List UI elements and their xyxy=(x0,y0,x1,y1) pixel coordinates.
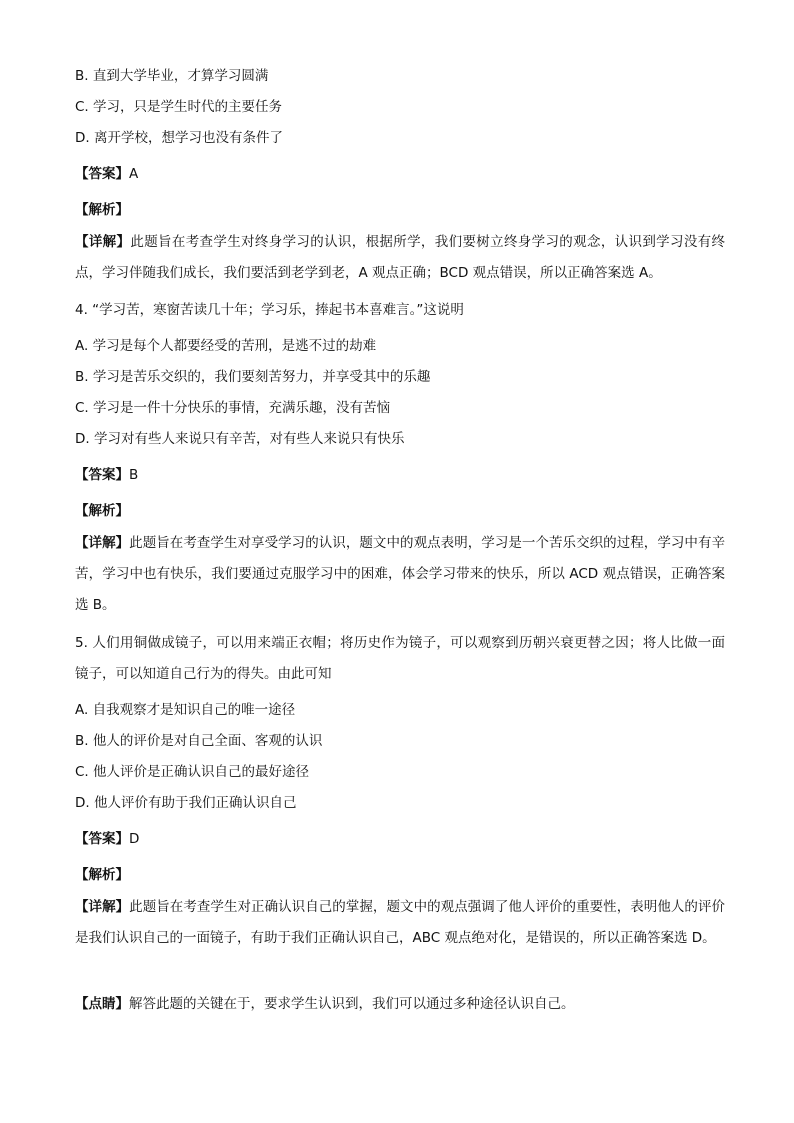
q5-option-b: B. 他人的评价是对自己全面、客观的认识 xyxy=(75,733,323,749)
detail-text: 此题旨在考查学生对终身学习的认识，根据所学，我们要树立终身学习的观念，认识到学习没有终点，学习伴随我们成长，我们要活到老学到老，A 观点正确；BCD 观点错误，所以正确答案选 A。 xyxy=(75,234,726,281)
q3-option-b: B. 直到大学毕业，才算学习圆满 xyxy=(75,68,269,84)
q4-option-c: C. 学习是一件十分快乐的事情，充满乐趣，没有苦恼 xyxy=(75,400,391,416)
answer-tag: 【答案】 xyxy=(75,831,129,847)
q5-answer xyxy=(75,829,139,849)
q3-option-d: D. 离开学校，想学习也没有条件了 xyxy=(75,130,283,146)
detail-tag: 【详解】 xyxy=(75,234,131,250)
q3-answer xyxy=(75,164,138,184)
answer-tag: 【答案】 xyxy=(75,166,129,182)
q5-option-a: A. 自我观察才是知识自己的唯一途径 xyxy=(75,702,296,718)
q5-stem: 5. 人们用铜做成镜子，可以用来端正衣帽；将历史作为镜子，可以观察到历朝兴衰更替之因；将人比做一面镜子，可以知道自己行为的得失。由此可知 xyxy=(75,635,725,682)
q4-option-d: D. 学习对有些人来说只有辛苦，对有些人来说只有快乐 xyxy=(75,431,405,447)
detail-text: 此题旨在考查学生对享受学习的认识，题文中的观点表明，学习是一个苦乐交织的过程，学习中有辛苦，学习中也有快乐，我们要通过克服学习中的困难，体会学习带来的快乐，所以 ACD 观点错误，正确答案选 B。 xyxy=(75,535,726,613)
q4-option-b: B. 学习是苦乐交织的，我们要刻苦努力，并享受其中的乐趣 xyxy=(75,369,431,385)
q4-option-a: A. 学习是每个人都要经受的苦刑，是逃不过的劫难 xyxy=(75,338,377,354)
q4-detail xyxy=(75,528,725,621)
q5-option-d: D. 他人评价有助于我们正确认识自己 xyxy=(75,795,297,811)
answer-value: A xyxy=(129,166,139,182)
q5-analysis-tag xyxy=(75,865,129,885)
tip-text: 解答此题的关键在于，要求学生认识到，我们可以通过多种途径认识自己。 xyxy=(129,996,575,1012)
tip-tag: 【点睛】 xyxy=(75,996,129,1012)
detail-text: 此题旨在考查学生对正确认识自己的掌握，题文中的观点强调了他人评价的重要性，表明他人的评价是我们认识自己的一面镜子，有助于我们正确认识自己，ABC 观点绝对化，是错误的，所以正确答案选 D。 xyxy=(75,899,726,946)
answer-tag: 【答案】 xyxy=(75,467,129,483)
q4-answer xyxy=(75,465,138,485)
answer-value: B xyxy=(129,467,139,483)
answer-value: D xyxy=(129,831,140,847)
q4-stem: 4. “学习苦，寒窗苦读几十年；学习乐，捧起书本喜难言。”这说明 xyxy=(75,302,464,318)
q5-tip xyxy=(75,989,725,1020)
q5-detail xyxy=(75,892,725,954)
q3-analysis-tag xyxy=(75,200,129,220)
analysis-tag: 【解析】 xyxy=(75,867,129,883)
detail-tag: 【详解】 xyxy=(75,535,130,551)
q3-option-c: C. 学习，只是学生时代的主要任务 xyxy=(75,99,283,115)
detail-tag: 【详解】 xyxy=(75,899,130,915)
q5-option-c: C. 他人评价是正确认识自己的最好途径 xyxy=(75,764,310,780)
q4-analysis-tag xyxy=(75,501,129,521)
analysis-tag: 【解析】 xyxy=(75,202,129,218)
q3-detail xyxy=(75,227,725,289)
analysis-tag: 【解析】 xyxy=(75,503,129,519)
